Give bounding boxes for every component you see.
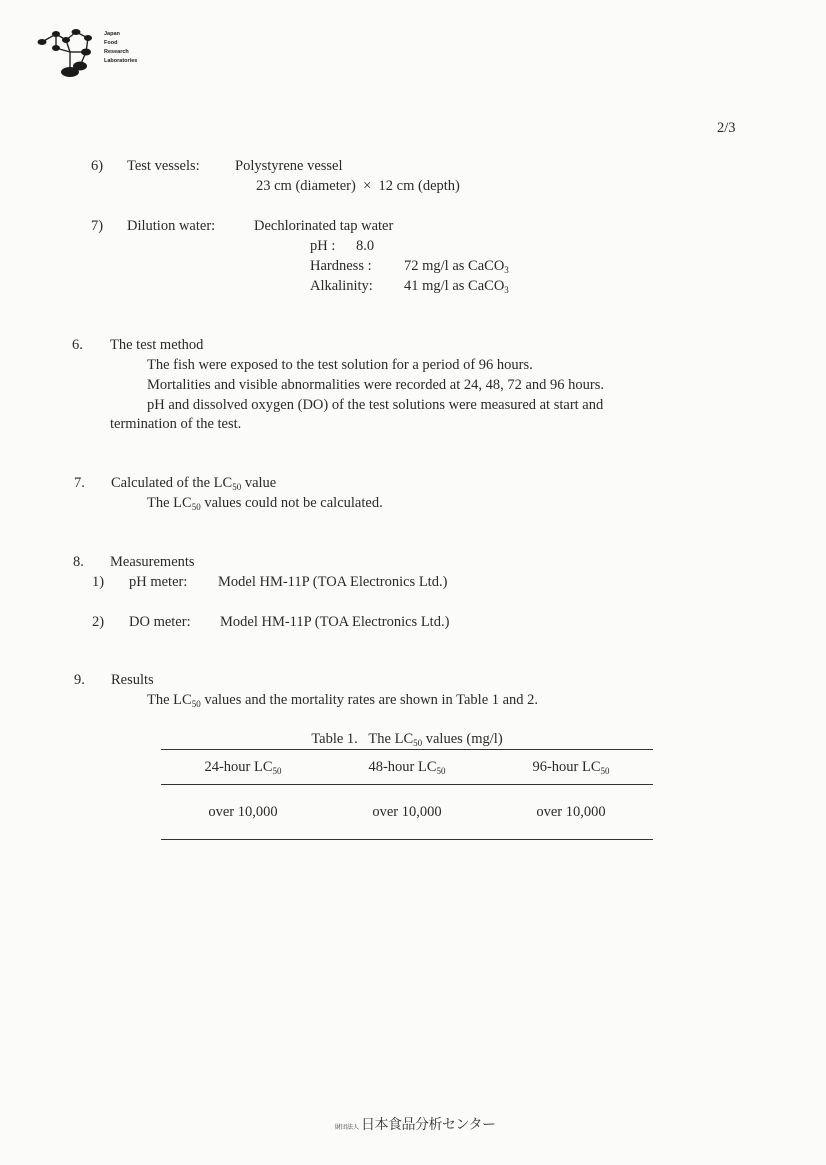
table-header-cell: 24-hour $LC_{50}$: [204, 758, 282, 776]
paragraph-line: pH and dissolved oxygen (DO) of the test solutions were measured at start and: [147, 397, 604, 413]
paragraph-line: The fish were exposed to the test solution for a period of 96 hours.: [147, 357, 533, 373]
section-title: Measurements: [110, 554, 195, 570]
ph-label: pH :: [310, 238, 336, 254]
table-cell: over 10,000: [208, 803, 278, 820]
test-vessels-label: Test vessels:: [127, 158, 200, 174]
logo-text: [104, 30, 137, 66]
paragraph-line: termination of the test.: [110, 416, 242, 432]
table-bottom-rule: [161, 839, 653, 840]
alkalinity-value: 41 mg/l as CaCO$_3$: [404, 278, 509, 295]
org-name: 日本食品分析センター: [361, 1117, 496, 1133]
logo-line: Food: [104, 40, 118, 46]
molecule-logo-icon: [36, 26, 104, 82]
lc50-table: [161, 730, 653, 840]
org-prefix: 財団法人: [335, 1124, 360, 1131]
table-header-cell: 96-hour $LC_{50}$: [532, 758, 610, 776]
section-number: 9.: [74, 672, 85, 688]
section-number: 7.: [74, 475, 85, 491]
section-title: Results: [111, 672, 154, 688]
table-cell: over 10,000: [536, 803, 606, 820]
dilution-water-value: Dechlorinated tap water: [254, 218, 394, 234]
ph-meter-label: pH meter:: [129, 574, 188, 590]
paragraph-line: The $LC_{50}$ values could not be calculated.: [147, 495, 383, 512]
test-vessels-value: Polystyrene vessel: [235, 158, 343, 174]
table-header-row: [161, 750, 653, 784]
item-number: 6): [91, 158, 104, 174]
footer-organization: [335, 1114, 495, 1134]
do-meter-label: DO meter:: [129, 614, 191, 630]
caco3-subscript: 3: [504, 265, 509, 275]
section-number: 6.: [72, 337, 83, 353]
table-cell: over 10,000: [372, 803, 442, 820]
alkalinity-label: Alkalinity:: [310, 278, 373, 294]
paragraph-line: The $LC_{50}$ values and the mortality rates are shown in Table 1 and 2.: [147, 692, 539, 709]
section-title: Calculated of the $LC_{50}$ value: [111, 475, 277, 492]
paragraph-line: Mortalities and visible abnormalities were recorded at 24, 48, 72 and 96 hours.: [147, 377, 605, 393]
table-caption: Table 1. The $LC_{50}$ values (mg/l): [311, 731, 503, 748]
item-number: 7): [91, 218, 104, 234]
logo-line: Laboratories: [104, 58, 138, 64]
caco3-subscript: 3: [504, 285, 509, 295]
dilution-water-label: Dilution water:: [127, 218, 216, 234]
table-header-cell: 48-hour $LC_{50}$: [368, 758, 446, 776]
hardness-value: 72 mg/l as CaCO$_3$: [404, 258, 509, 275]
section-title: The test method: [110, 337, 204, 353]
ph-meter-value: Model HM-11P (TOA Electronics Ltd.): [218, 574, 448, 590]
item-number: 2): [92, 614, 105, 630]
item-number: 1): [92, 574, 105, 590]
hardness-label: Hardness :: [310, 258, 372, 274]
section-number: 8.: [73, 554, 84, 570]
ph-value: 8.0: [356, 238, 375, 254]
do-meter-value: Model HM-11P (TOA Electronics Ltd.): [220, 614, 450, 630]
page-number: 2/3: [717, 120, 736, 136]
logo-line: Research: [104, 49, 129, 55]
jfrl-logo: [36, 26, 146, 82]
table-row: [161, 785, 653, 839]
logo-line: Japan: [104, 31, 120, 37]
test-vessels-dims: 23 cm (diameter) × 12 cm (depth): [256, 178, 460, 194]
